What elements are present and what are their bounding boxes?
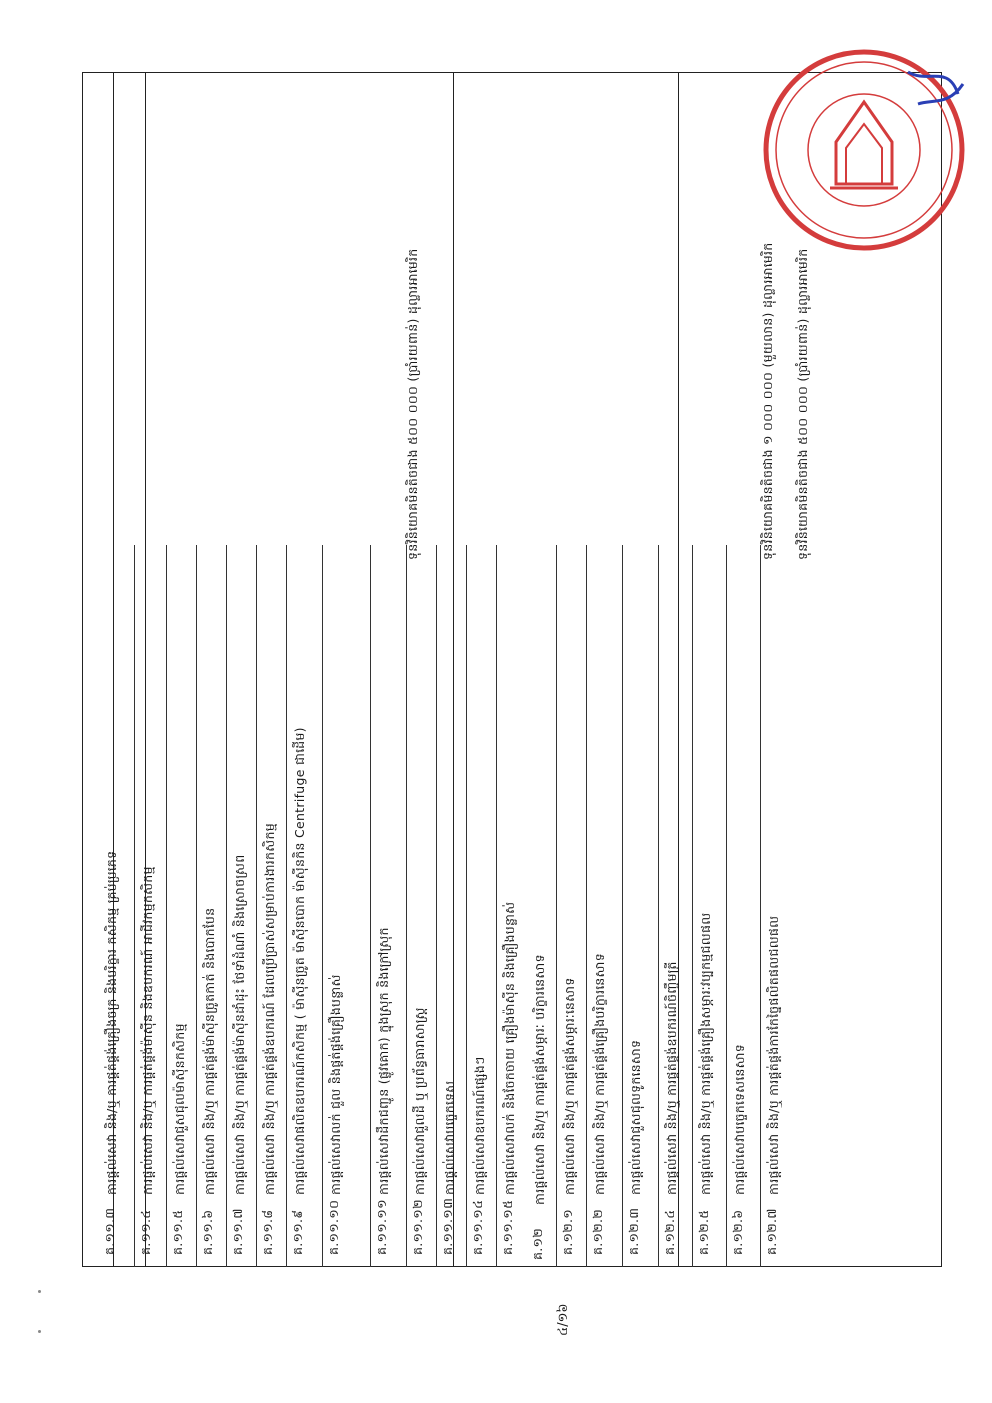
row-code: គ.១២.៦ bbox=[730, 1209, 745, 1255]
row-divider bbox=[692, 545, 693, 1267]
row-divider bbox=[226, 545, 227, 1267]
row-divider bbox=[658, 545, 659, 1267]
row-code: គ.១១.៤ bbox=[138, 1209, 153, 1255]
row-divider bbox=[436, 545, 437, 1267]
row-code: គ.១២.២ bbox=[590, 1208, 605, 1255]
row-description: ការផ្តល់សេវាបច្ចេកទេស bbox=[442, 1080, 457, 1195]
row-code: គ.១១.១៤ bbox=[470, 1199, 485, 1255]
row-code: គ.១២.៥ bbox=[696, 1209, 711, 1255]
row-description: ការផ្តល់សេវាជួសជុលទូកនេសាទ bbox=[628, 1039, 643, 1195]
row-divider bbox=[556, 545, 557, 1267]
margin-mark bbox=[38, 1290, 41, 1293]
row-description: ការផ្តល់សេវា និង/ឬ ការផ្គត់ផ្គង់គ្រឿងសម្ភារៈវប្បកម្មជលផល bbox=[698, 912, 713, 1195]
row-divider bbox=[726, 545, 727, 1267]
row-description: ការផ្តល់សេវាផលិតឧបករណ៍កសិកម្ម ( ម៉ាស៊ីនច្រូត ម៉ាស៊ីនបោក ម៉ាស៊ីនកិន Centrifuge ជាដើម) bbox=[292, 727, 307, 1195]
row-code: គ.១១.១១ bbox=[374, 1199, 389, 1255]
row-description: ការផ្តល់សេវា និង/ឬ ការផ្គត់ផ្គង់ម៉ាស៊ីនដាំដុះ ថែទាំដំណាំ និងស្រោចស្រព bbox=[232, 854, 247, 1195]
row-description: ការផ្តល់សេវាដឹកជញ្ជូន (ផ្លូវគោក) ក្នុងស្រុក និងក្រៅស្រុក bbox=[376, 927, 391, 1195]
row-code: គ.១២.៧ bbox=[764, 1208, 779, 1255]
row-code: គ.១១.១៣ bbox=[440, 1197, 455, 1255]
row-description: ការផ្តល់សេវាលក់ ជួល និងផ្គត់ផ្គង់គ្រឿងបន្លាស់ bbox=[328, 974, 343, 1195]
row-divider bbox=[196, 545, 197, 1267]
row-code: គ.១១.៧ bbox=[230, 1208, 245, 1255]
row-code: គ.១២.៤ bbox=[662, 1209, 677, 1255]
row-divider bbox=[166, 545, 167, 1267]
capital-requirement-3: ទុនវិនិយោគមិនតិចជាង ៥០០ ០០០ (ប្រាំរយពាន់) ដុល្លារអាមេរិក bbox=[405, 248, 420, 560]
row-code: គ.១១.៩ bbox=[290, 1209, 305, 1255]
row-description: ការផ្តល់សេវា និង/ឬ ការផ្គត់ផ្គង់ម៉ាស៊ីន និងឧបករណ៍ អាជីវកម្មកសិកម្ម bbox=[140, 866, 155, 1195]
row-code: គ.១១.៦ bbox=[200, 1209, 215, 1255]
capital-requirement-1: ទុនវិនិយោគមិនតិចជាង ៥០០ ០០០ (ប្រាំរយពាន់) ដុល្លារអាមេរិក bbox=[795, 248, 810, 560]
row-code: គ.១១.៨ bbox=[260, 1209, 275, 1255]
row-description: ការផ្តល់សេវា និង/ឬ ការផ្គត់ផ្គង់គ្រឿងចក្រ និងបរិក្ខារ កសិកម្ម គ្រប់ប្រភេទ bbox=[104, 850, 119, 1195]
row-description: ការផ្តល់សេវា និង/ឬ ការផ្គត់ផ្គង់សម្ភារៈ បរិក្ខារនេសាទ bbox=[532, 954, 547, 1205]
row-description: ការផ្តល់សេវាបច្ចេកទេសនេសាទ bbox=[732, 1044, 747, 1195]
row-code: គ.១២.៣ bbox=[626, 1207, 641, 1255]
row-description: ការផ្តល់សេវា និង/ឬ ការផ្គត់ផ្គង់ឧបករណ៍ចិញ្ចឹមត្រី bbox=[664, 961, 679, 1195]
row-description: ការផ្តល់សេវាឧបករណ៍ផ្សេងៗ bbox=[472, 1056, 487, 1195]
row-divider bbox=[322, 545, 323, 1267]
row-divider bbox=[370, 545, 371, 1267]
row-description: ការផ្តល់សេវា និង/ឬ ការផ្គត់ផ្គង់គ្រឿងបរិក្ខារនេសាទ bbox=[592, 953, 607, 1195]
row-divider bbox=[760, 545, 761, 1267]
capital-requirement-2: ទុនវិនិយោគមិនតិចជាង ១ ០០០ ០០០ (មួយលាន) ដុល្លារអាមេរិក bbox=[760, 242, 775, 560]
row-description: ការផ្តល់សេវា និង/ឬ ការផ្គត់ផ្គង់ម៉ាស៊ីនច្រូតកាត់ និងបោកបែន bbox=[202, 907, 217, 1195]
row-code: គ.១១.១៥ bbox=[500, 1199, 515, 1255]
row-code: គ.១១.៣ bbox=[102, 1207, 117, 1255]
row-description: ការផ្តល់សេវាជួសជុលម៉ាស៊ីនកសិកម្ម bbox=[172, 1023, 187, 1195]
row-divider bbox=[256, 545, 257, 1267]
row-divider bbox=[466, 545, 467, 1267]
row-divider bbox=[622, 545, 623, 1267]
row-code: គ.១១.៥ bbox=[170, 1209, 185, 1255]
row-description: ការផ្តល់សេវាលក់ និងចែកចាយ គ្រឿងម៉ាស៊ីន និងគ្រឿងបន្លាស់ bbox=[502, 901, 517, 1195]
official-seal-icon bbox=[758, 44, 970, 256]
row-divider bbox=[586, 545, 587, 1267]
row-description: ការផ្តល់សេវា និង/ឬ ការផ្គត់ផ្គង់ការកែច្នៃផលិតផលជលផល bbox=[766, 915, 781, 1195]
row-divider bbox=[286, 545, 287, 1267]
row-divider bbox=[406, 545, 407, 1267]
row-code: គ.១២.១ bbox=[560, 1208, 575, 1255]
row-description: ការផ្តល់សេវាជួលដី ឬ ប្រព័ន្ធធារាសាស្ត្រ bbox=[412, 1007, 427, 1195]
row-code: គ.១១.១២ bbox=[410, 1199, 425, 1255]
row-code: គ.១១.១០ bbox=[326, 1199, 341, 1255]
row-description: ការផ្តល់សេវា និង/ឬ ការផ្គត់ផ្គង់សម្ភារៈនេសាទ bbox=[562, 977, 577, 1195]
margin-mark bbox=[38, 1330, 41, 1333]
row-code: គ.១២ bbox=[530, 1227, 545, 1260]
row-divider bbox=[134, 545, 135, 1267]
row-divider bbox=[496, 545, 497, 1267]
page-number: ៤/១៦ bbox=[556, 1303, 571, 1336]
row-description: ការផ្តល់សេវា និង/ឬ ការផ្គត់ផ្គង់ឧបករណ៍ ដែលប្រើប្រាស់សម្រាប់ការងារកសិកម្ម bbox=[262, 823, 277, 1195]
